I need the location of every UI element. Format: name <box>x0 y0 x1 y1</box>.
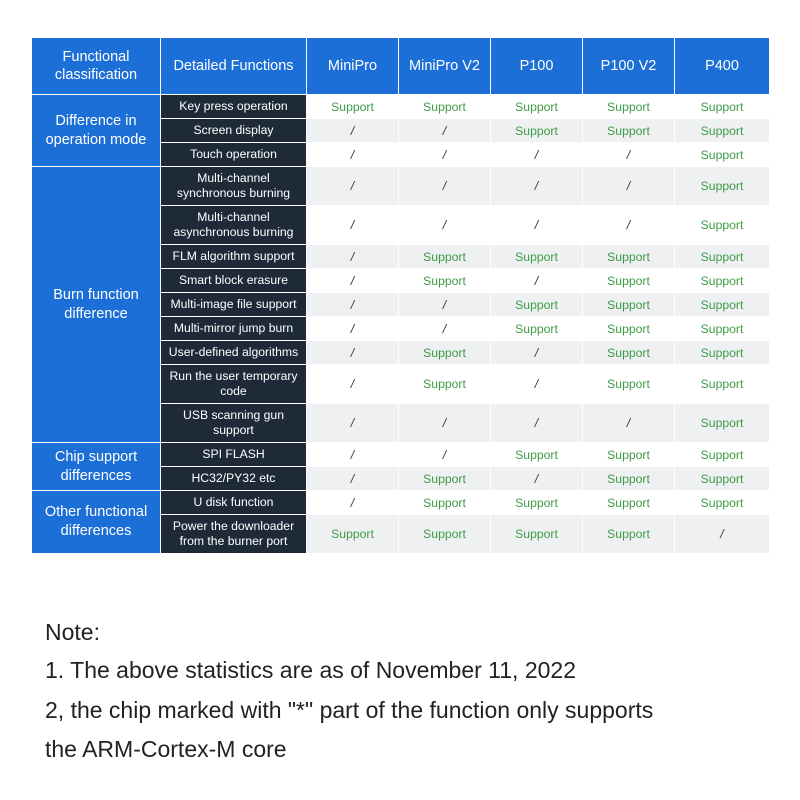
value-cell: / <box>399 317 491 341</box>
value-cell: Support <box>675 404 769 443</box>
value-cell: / <box>675 515 769 554</box>
value-cell: / <box>307 269 399 293</box>
value-cell: Support <box>491 119 583 143</box>
value-cell: Support <box>399 245 491 269</box>
category-cell: Chip support differences <box>32 443 161 491</box>
table-header-row <box>32 38 769 95</box>
value-cell: / <box>583 167 675 206</box>
value-cell: / <box>307 293 399 317</box>
header-minipro: MiniPro <box>307 38 399 95</box>
value-cell: Support <box>307 515 399 554</box>
value-cell: Support <box>583 341 675 365</box>
value-cell: / <box>307 167 399 206</box>
value-cell: Support <box>583 365 675 404</box>
value-cell: / <box>491 467 583 491</box>
value-cell: Support <box>399 515 491 554</box>
table-body <box>32 95 769 554</box>
value-cell: Support <box>675 467 769 491</box>
value-cell: / <box>399 443 491 467</box>
value-cell: Support <box>675 206 769 245</box>
value-cell: Support <box>675 317 769 341</box>
function-cell: Multi-mirror jump burn <box>161 317 307 341</box>
value-cell: Support <box>583 467 675 491</box>
value-cell: Support <box>675 269 769 293</box>
value-cell: / <box>399 404 491 443</box>
table-row <box>32 491 769 515</box>
value-cell: / <box>491 269 583 293</box>
function-cell: Touch operation <box>161 143 307 167</box>
function-cell: Power the downloader from the burner port <box>161 515 307 554</box>
header-p100-v2: P100 V2 <box>583 38 675 95</box>
value-cell: Support <box>675 143 769 167</box>
function-cell: HC32/PY32 etc <box>161 467 307 491</box>
table-row <box>32 443 769 467</box>
value-cell: / <box>307 341 399 365</box>
value-cell: / <box>307 404 399 443</box>
value-cell: Support <box>491 491 583 515</box>
note-line-2: 2, the chip marked with "*" part of the function only supports <box>45 697 654 723</box>
value-cell: Support <box>583 317 675 341</box>
value-cell: Support <box>583 443 675 467</box>
value-cell: / <box>491 365 583 404</box>
function-cell: Run the user temporary code <box>161 365 307 404</box>
header-detailed-functions: Detailed Functions <box>161 38 307 95</box>
value-cell: / <box>491 167 583 206</box>
value-cell: / <box>583 143 675 167</box>
value-cell: Support <box>491 443 583 467</box>
value-cell: / <box>307 467 399 491</box>
value-cell: / <box>307 365 399 404</box>
value-cell: Support <box>583 119 675 143</box>
value-cell: Support <box>675 119 769 143</box>
value-cell: Support <box>399 269 491 293</box>
value-cell: Support <box>675 95 769 119</box>
value-cell: / <box>399 293 491 317</box>
table-row <box>32 167 769 206</box>
value-cell: Support <box>491 293 583 317</box>
value-cell: / <box>307 245 399 269</box>
value-cell: Support <box>491 515 583 554</box>
value-cell: Support <box>583 515 675 554</box>
value-cell: Support <box>399 467 491 491</box>
value-cell: / <box>491 206 583 245</box>
function-cell: User-defined algorithms <box>161 341 307 365</box>
function-cell: SPI FLASH <box>161 443 307 467</box>
value-cell: Support <box>675 293 769 317</box>
function-cell: FLM algorithm support <box>161 245 307 269</box>
value-cell: / <box>307 143 399 167</box>
value-cell: Support <box>491 95 583 119</box>
value-cell: Support <box>583 95 675 119</box>
category-cell: Other functional differences <box>32 491 161 554</box>
value-cell: Support <box>307 95 399 119</box>
value-cell: Support <box>583 491 675 515</box>
value-cell: / <box>583 206 675 245</box>
value-cell: / <box>399 119 491 143</box>
note-title: Note: <box>45 619 100 645</box>
function-cell: Multi-image file support <box>161 293 307 317</box>
value-cell: Support <box>399 365 491 404</box>
value-cell: / <box>307 443 399 467</box>
value-cell: Support <box>583 245 675 269</box>
value-cell: / <box>583 404 675 443</box>
value-cell: / <box>307 206 399 245</box>
note-line-1: 1. The above statistics are as of November 11, 2022 <box>45 657 576 683</box>
value-cell: / <box>491 143 583 167</box>
header-minipro-v2: MiniPro V2 <box>399 38 491 95</box>
value-cell: Support <box>491 317 583 341</box>
value-cell: / <box>399 167 491 206</box>
function-cell: U disk function <box>161 491 307 515</box>
function-cell: Multi-channel asynchronous burning <box>161 206 307 245</box>
value-cell: Support <box>675 491 769 515</box>
value-cell: Support <box>583 269 675 293</box>
comparison-table <box>32 38 769 554</box>
value-cell: Support <box>675 245 769 269</box>
value-cell: / <box>307 491 399 515</box>
function-cell: Screen display <box>161 119 307 143</box>
value-cell: / <box>307 317 399 341</box>
function-cell: USB scanning gun support <box>161 404 307 443</box>
value-cell: Support <box>399 95 491 119</box>
value-cell: / <box>491 404 583 443</box>
value-cell: / <box>399 206 491 245</box>
value-cell: Support <box>399 341 491 365</box>
value-cell: Support <box>675 443 769 467</box>
value-cell: Support <box>491 245 583 269</box>
function-cell: Key press operation <box>161 95 307 119</box>
function-cell: Smart block erasure <box>161 269 307 293</box>
category-cell: Burn function difference <box>32 167 161 443</box>
value-cell: Support <box>399 491 491 515</box>
function-cell: Multi-channel synchronous burning <box>161 167 307 206</box>
value-cell: Support <box>675 167 769 206</box>
header-functional-classification: Functional classification <box>32 38 161 95</box>
note-line-2-continued: the ARM-Cortex-M core <box>45 736 287 762</box>
value-cell: / <box>399 143 491 167</box>
value-cell: Support <box>583 293 675 317</box>
value-cell: Support <box>675 341 769 365</box>
value-cell: / <box>307 119 399 143</box>
header-p100: P100 <box>491 38 583 95</box>
category-cell: Difference in operation mode <box>32 95 161 167</box>
value-cell: Support <box>675 365 769 404</box>
value-cell: / <box>491 341 583 365</box>
table-row <box>32 95 769 119</box>
header-p400: P400 <box>675 38 769 95</box>
